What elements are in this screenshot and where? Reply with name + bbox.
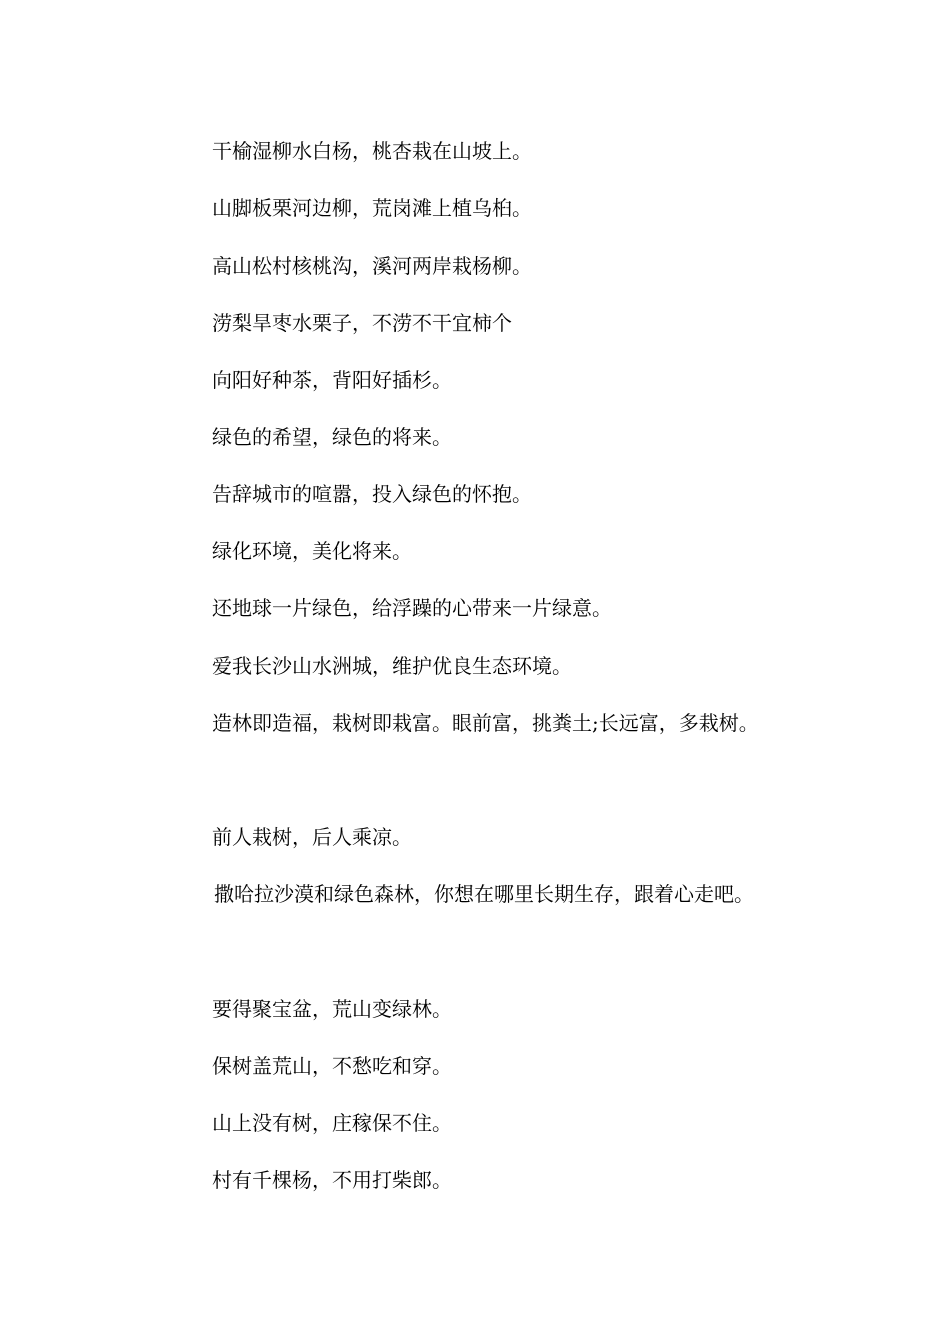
- text-line-4: 涝梨旱枣水栗子，不涝不干宜柿个: [212, 311, 512, 335]
- text-line-17: 村有千棵杨，不用打柴郎。: [212, 1168, 452, 1192]
- text-line-1: 干榆湿柳水白杨，桃杏栽在山坡上。: [212, 139, 532, 163]
- text-line-2: 山脚板栗河边柳，荒岗滩上植乌桕。: [212, 196, 532, 220]
- text-line-13: 撒哈拉沙漠和绿色森林，你想在哪里长期生存，跟着心走吧。: [214, 882, 754, 906]
- text-line-3: 高山松村核桃沟，溪河两岸栽杨柳。: [212, 254, 532, 278]
- text-line-14: 要得聚宝盆，荒山变绿林。: [212, 997, 452, 1021]
- text-line-12: 前人栽树，后人乘凉。: [212, 825, 412, 849]
- text-line-5: 向阳好种茶，背阳好插杉。: [212, 368, 452, 392]
- text-line-7: 告辞城市的喧嚣，投入绿色的怀抱。: [212, 482, 532, 506]
- text-line-16: 山上没有树，庄稼保不住。: [212, 1111, 452, 1135]
- text-line-15: 保树盖荒山，不愁吃和穿。: [212, 1054, 452, 1078]
- text-line-11: 造林即造福，栽树即栽富。眼前富，挑粪土;长远富，多栽树。: [212, 711, 759, 735]
- text-line-8: 绿化环境，美化将来。: [212, 539, 412, 563]
- text-line-6: 绿色的希望，绿色的将来。: [212, 425, 452, 449]
- text-line-10: 爱我长沙山水洲城，维护优良生态环境。: [212, 654, 572, 678]
- text-line-9: 还地球一片绿色，给浮躁的心带来一片绿意。: [212, 596, 612, 620]
